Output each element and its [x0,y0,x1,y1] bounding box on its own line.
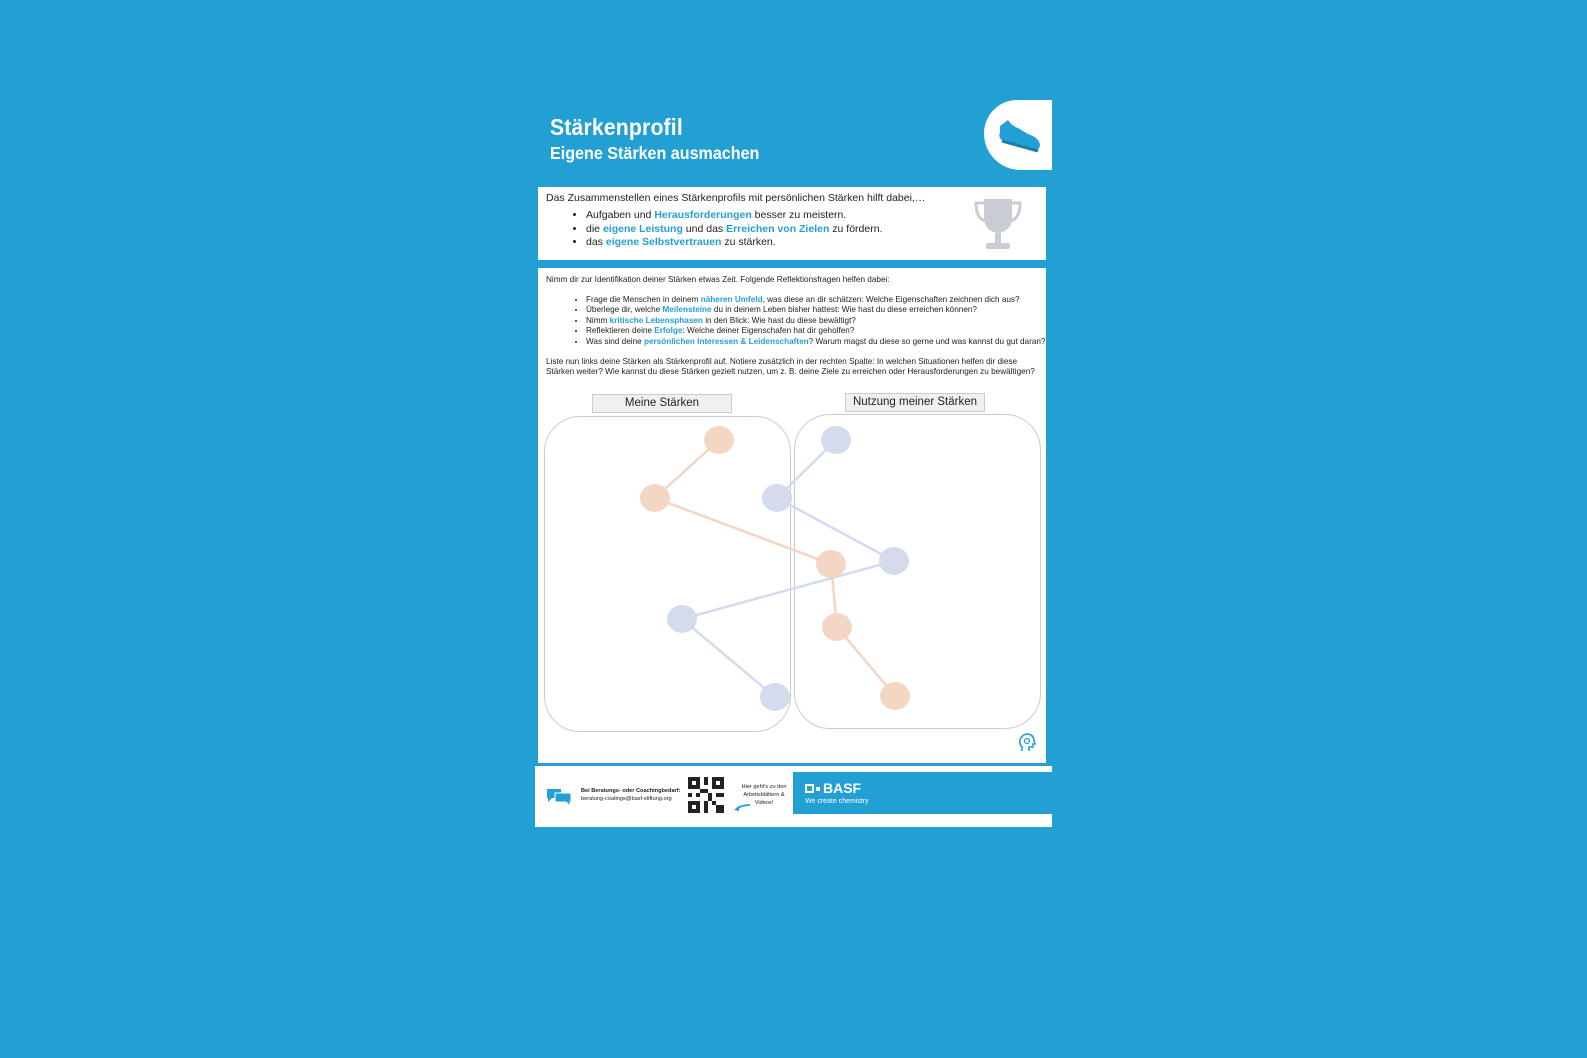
instruction-text: Liste nun links deine Stärken als Stärkenprofil auf. Notiere zusätzlich in der rechten Spalte: In welchen Situationen helfen dir diese Stärken weiter? Wie kannst du diese Stärken gezielt nutzen, um z. B. deine Ziele zu erreichen oder Herausforderungen zu bewältigen? [546,357,1035,377]
qr-code[interactable] [688,777,724,813]
list-item: • das eigene Selbstvertrauen zu stärken. [586,236,883,250]
footer [535,766,1052,827]
intro-box [538,187,1046,260]
intro-text: Das Zusammenstellen eines Stärkenprofils mit persönlichen Stärken hilft dabei,… [546,192,926,204]
strengths-panel[interactable] [544,416,791,732]
intro-list [586,209,883,250]
reflection-box [538,268,1046,763]
contact-email[interactable]: beratung-coatings@basf-stiftung.org [581,796,672,802]
page-subtitle: Eigene Stärken ausmachen [550,143,760,163]
contact-title: Bei Beratungs- oder Coachingbedarf: [581,788,681,794]
usage-panel[interactable] [794,414,1041,729]
qr-hint: Hier geht's zu den Arbeitsblättern & Videos! [741,784,787,806]
head-icon [1018,733,1036,753]
trophy-icon [972,195,1024,253]
brand-tagline: We create chemistry [805,798,869,805]
list-item: • Frage die Menschen in deinem näheren Umfeld, was diese an dir schätzen: Welche Eigenschaften zeichnen dich aus? [586,295,1046,305]
list-item: • Überlege dir, welche Meilensteine du in deinem Leben bisher hattest: Wie hast du diese erreichen können? [586,305,1046,315]
list-item: • Nimm kritische Lebensphasen in den Blick: Wie hast du diese bewältigt? [586,316,1046,326]
reflection-lead: Nimm dir zur Identifikation deiner Stärken etwas Zeit. Folgende Reflektionsfragen helfen dabei: [546,275,890,284]
list-item: • die eigene Leistung und das Erreichen von Zielen zu fördern. [586,223,883,237]
list-item: • Aufgaben und Herausforderungen besser zu meistern. [586,209,883,223]
list-item: • Was sind deine persönlichen Interessen & Leidenschaften? Warum magst du diese so gerne und was kannst du gut daran? [586,337,1046,347]
reflection-list [586,295,1046,347]
left-column-label: Meine Stärken [592,394,732,413]
list-item: • Reflektieren deine Erfolge: Welche deiner Eigenschafen hat dir geholfen? [586,326,1046,336]
arrow-icon [732,802,752,812]
right-column-label: Nutzung meiner Stärken [845,393,985,412]
page-title: Stärkenprofil [550,114,683,140]
brand-logo: BASF [805,780,861,796]
chat-icon [545,787,573,807]
header [535,100,1052,182]
worksheet [535,100,1052,827]
shoe-icon [994,110,1044,154]
shoe-badge [984,100,1052,170]
